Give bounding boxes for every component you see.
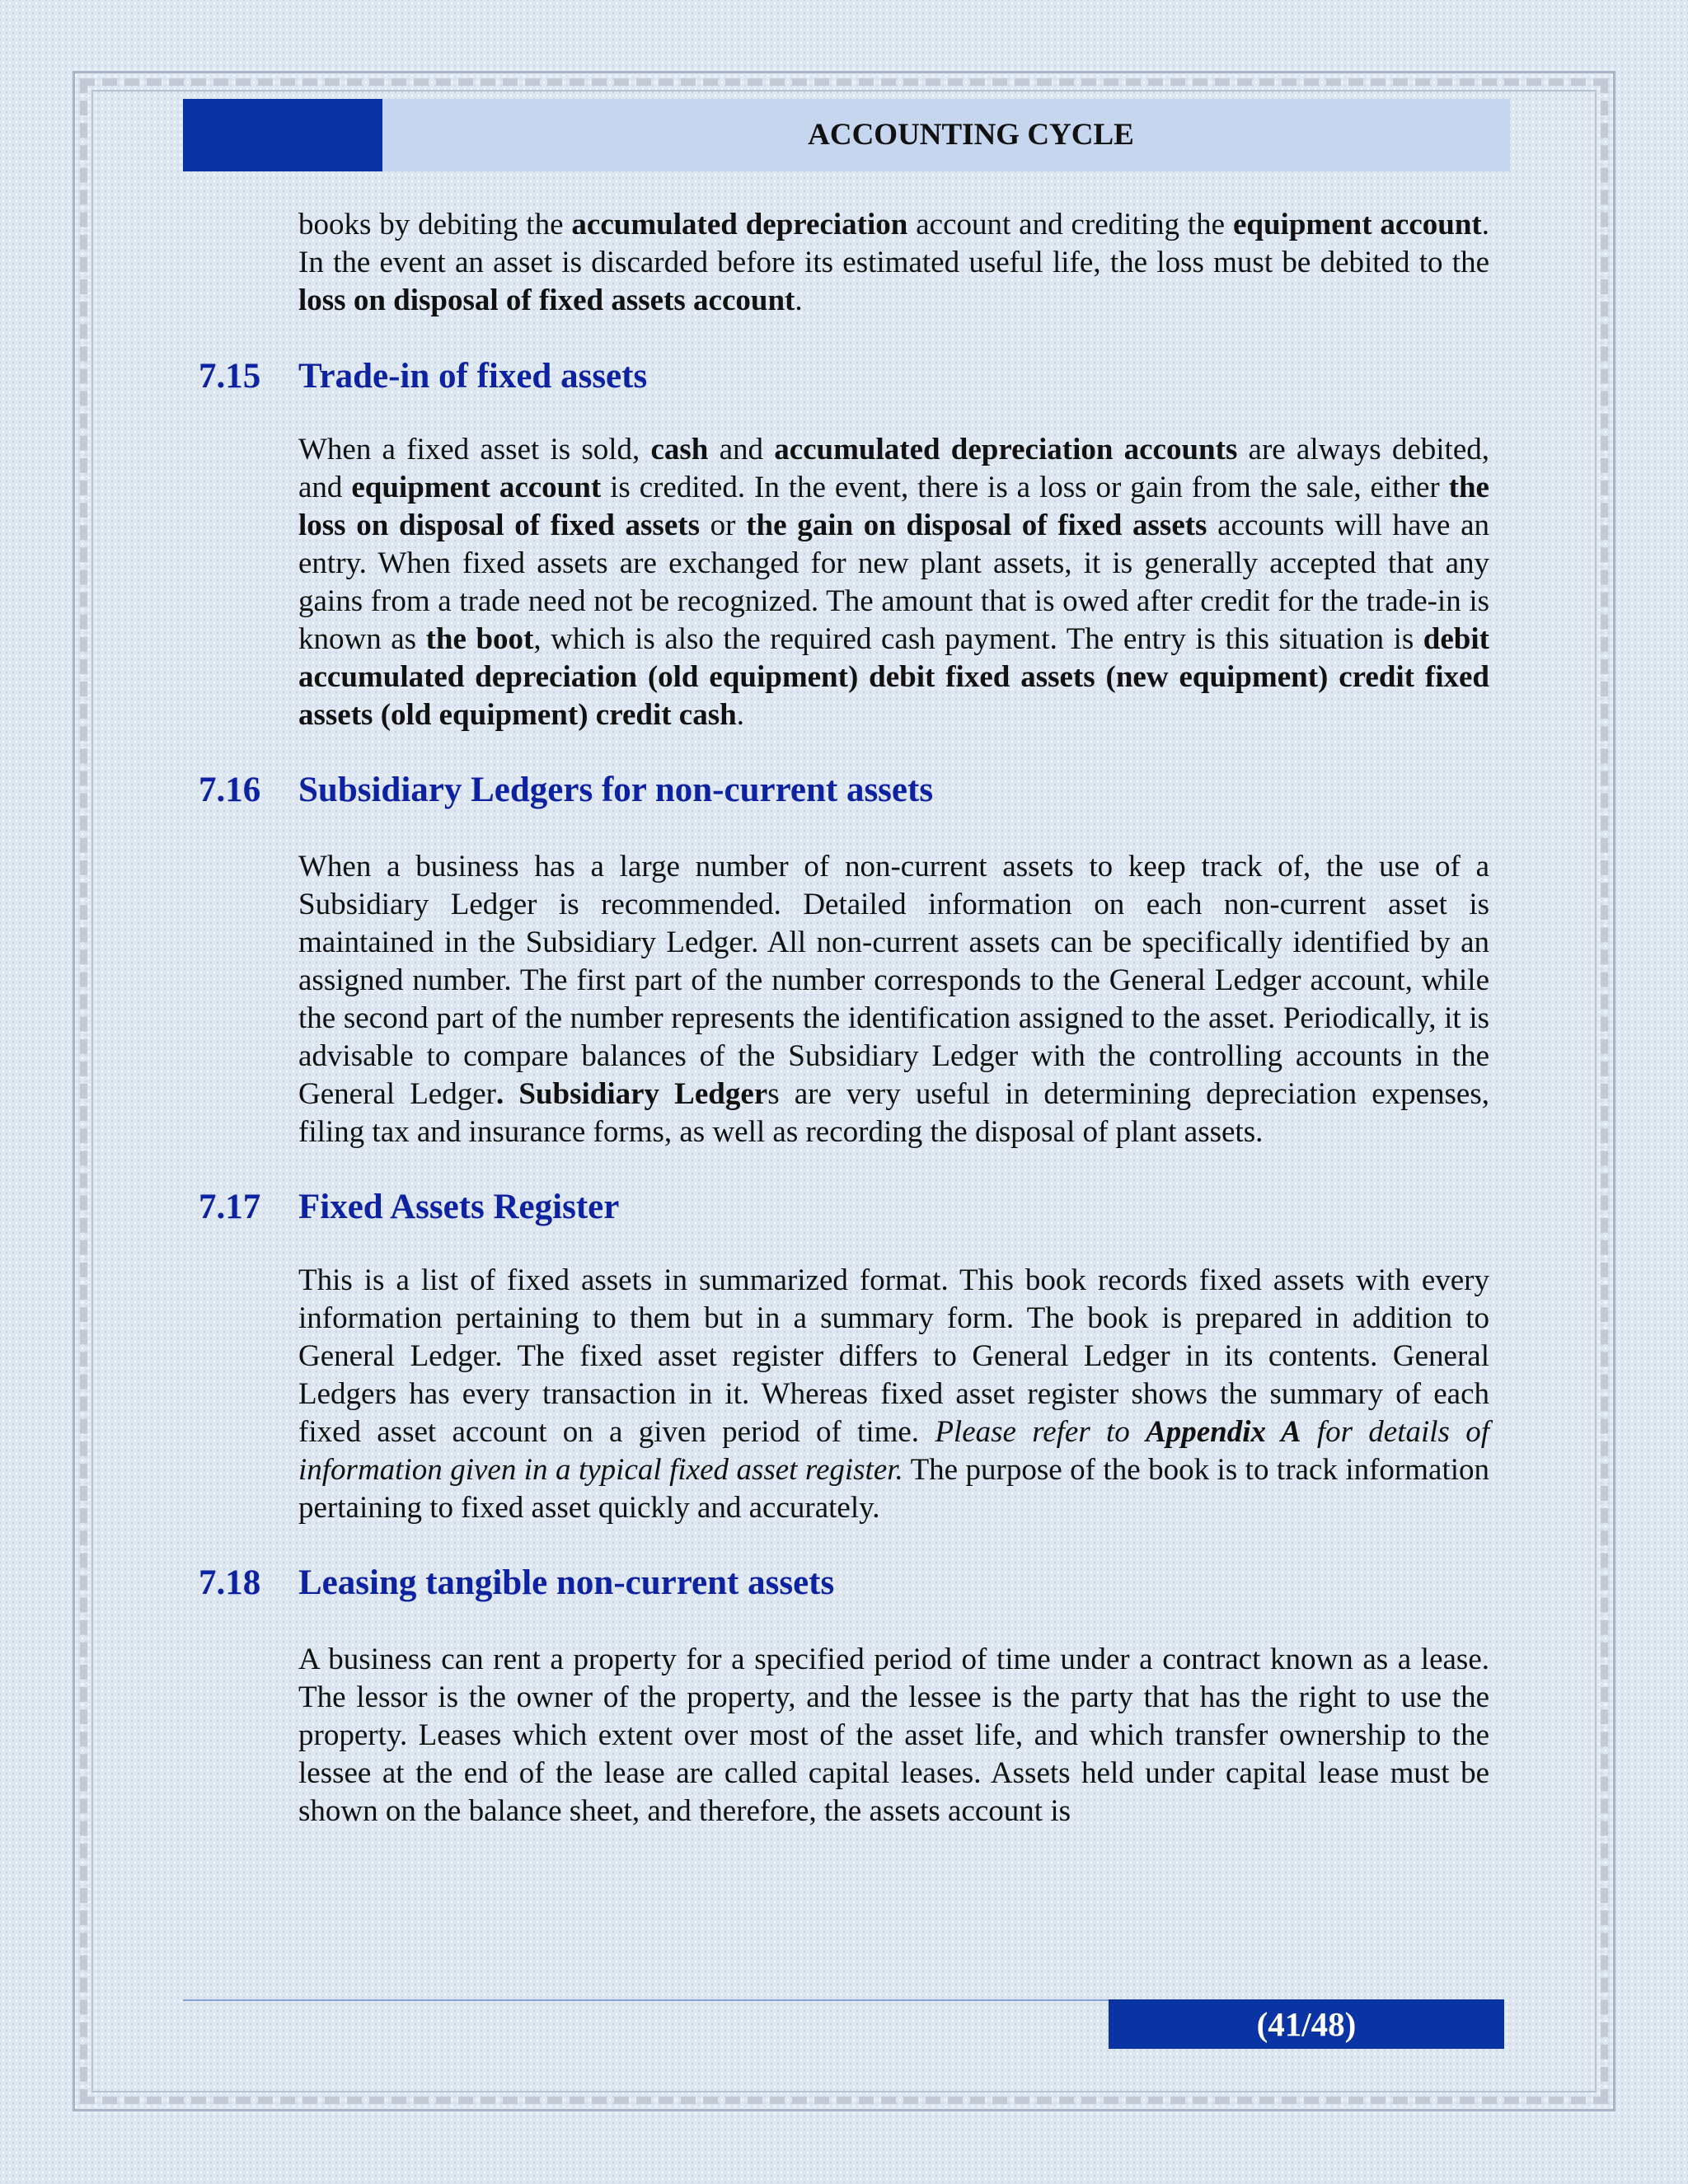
- text-run: Please refer to: [935, 1415, 1146, 1449]
- section-number: 7.16: [199, 771, 261, 809]
- text-run: accumulated depreciation accounts: [774, 433, 1238, 466]
- text-run: and: [708, 433, 775, 466]
- text-run: accounts will have an entry. When fixed assets are exchanged for new plant assets, it is generally accepted that any gains from a trade need not be recognized. The amount that is owed after credit for the trade-in is known as: [298, 509, 1489, 656]
- text-run: equipment account: [1232, 208, 1482, 241]
- text-run: loss on disposal of fixed assets account: [298, 284, 795, 317]
- section-heading: [199, 355, 1489, 398]
- section-body: [298, 431, 1489, 734]
- text-run: The purpose of the book is to track information pertaining to fixed asset quickly and accurately.: [298, 1453, 1490, 1525]
- text-run: the loss on disposal of fixed assets: [298, 471, 1489, 542]
- section-body: [298, 1641, 1489, 1830]
- section-body: [298, 848, 1489, 1151]
- text-run: Appendix A: [1146, 1415, 1301, 1449]
- section-7-17: [199, 1186, 1489, 1527]
- section-title: Trade-in of fixed assets: [298, 357, 648, 396]
- section-number: 7.17: [199, 1188, 261, 1226]
- section-heading: [199, 769, 1489, 812]
- header-title: ACCOUNTING CYCLE: [808, 118, 1134, 152]
- page-number: (41/48): [1109, 1999, 1504, 2049]
- text-run: the boot: [425, 622, 534, 656]
- section-7-15: [199, 355, 1489, 734]
- text-run: . In the event an asset is discarded before its estimated useful life, the loss must be debited to the: [298, 208, 1490, 279]
- section-7-18: [199, 1562, 1489, 1830]
- intro-paragraph: [298, 206, 1489, 320]
- text-run: account and crediting the: [907, 208, 1233, 241]
- text-run: accumulated depreciation: [571, 208, 908, 241]
- text-run: This is a list of fixed assets in summarized format. This book records fixed assets with every information pertaining to them but in a summary form. The book is prepared in addition to General Ledger. The fixed asset register differs to General Ledger in its contents. General Ledgers has every transaction in it. Whereas fixed asset register shows the summary of each fixed asset account on a given period of time.: [298, 1263, 1489, 1449]
- text-run: . Subsidiary Ledger: [495, 1077, 768, 1111]
- section-title: Fixed Assets Register: [298, 1188, 620, 1226]
- text-run: .: [795, 284, 803, 317]
- section-heading: [199, 1186, 1489, 1229]
- section-heading: [199, 1562, 1489, 1605]
- text-run: When a fixed asset is sold,: [298, 433, 651, 466]
- text-run: debit accumulated depreciation (old equipment) debit fixed assets (new equipment) credit fixed assets (old equipment) credit cash: [298, 622, 1489, 732]
- text-run: are always debited, and: [298, 433, 1489, 504]
- section-number: 7.15: [199, 357, 261, 396]
- text-run: is credited. In the event, there is a loss or gain from the sale, either: [601, 471, 1449, 504]
- section-7-16: [199, 769, 1489, 1151]
- section-number: 7.18: [199, 1563, 261, 1602]
- text-run: the gain on disposal of fixed assets: [746, 509, 1207, 542]
- text-run: , which is also the required cash payment. The entry is this situation is: [533, 622, 1423, 656]
- text-run: equipment account: [351, 471, 602, 504]
- section-body: [298, 1262, 1489, 1527]
- section-title: Subsidiary Ledgers for non-current assets: [298, 771, 934, 809]
- header-accent-block: [183, 99, 382, 171]
- text-run: books by debiting the: [298, 208, 572, 241]
- text-run: When a business has a large number of non-current assets to keep track of, the use of a Subsidiary Ledger is recommended. Detailed information on each non-current asset is maintained in the Subsidiary Ledger. All non-current assets can be specifically identified by an assigned number. The first part of the number corresponds to the General Ledger account, while the second part of the number represents the identification assigned to the asset. Periodically, it is advisable to compare balances of the Subsidiary Ledger with the controlling accounts in the General Ledger: [298, 850, 1489, 1111]
- text-run: s are very useful in determining depreciation expenses, filing tax and insurance forms, as well as recording the disposal of plant assets.: [298, 1077, 1490, 1149]
- section-title: Leasing tangible non-current assets: [298, 1563, 835, 1602]
- text-run: or: [699, 509, 747, 542]
- text-run: A business can rent a property for a specified period of time under a contract known as a lease. The lessor is the owner of the property, and the lessee is the party that has the right to use the property. Leases which extent over most of the asset life, and which transfer ownership to the lessee at the end of the lease are called capital leases. Assets held under capital lease must be shown on the balance sheet, and therefore, the assets account is: [298, 1643, 1489, 1828]
- text-run: .: [736, 698, 744, 732]
- text-run: for details of information given in a typical fixed asset register.: [298, 1415, 1489, 1487]
- text-run: cash: [650, 433, 709, 466]
- page-header: [183, 99, 1510, 171]
- page-content: [199, 206, 1489, 1830]
